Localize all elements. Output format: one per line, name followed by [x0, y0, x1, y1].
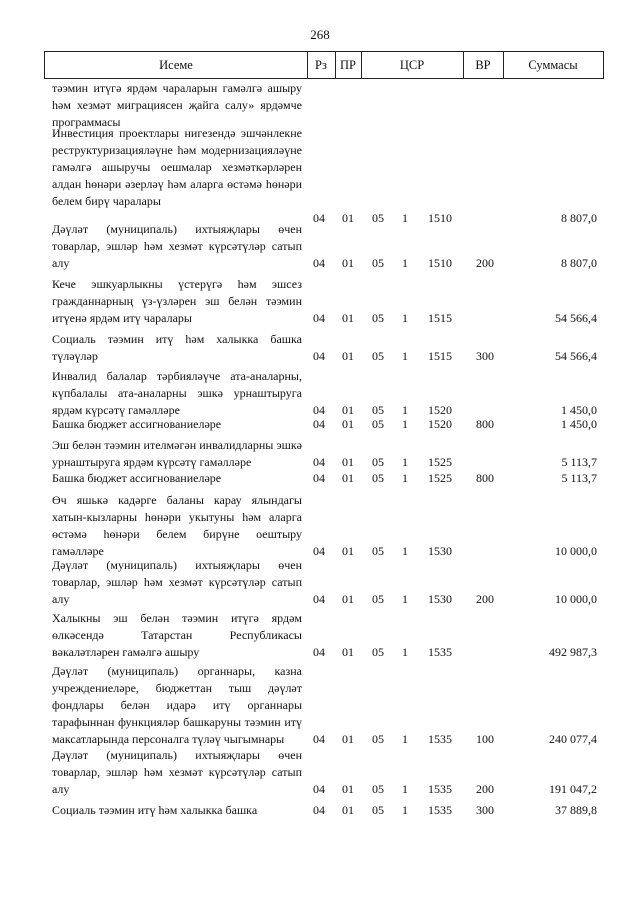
cell-sum: 10 000,0 — [555, 544, 597, 558]
cell-rz: 04 — [313, 782, 325, 796]
cell-vr: 200 — [476, 256, 494, 270]
cell-c3: 1535 — [428, 732, 452, 746]
cell-c1: 05 — [372, 403, 384, 417]
cell-c1: 05 — [372, 732, 384, 746]
cell-c1: 05 — [372, 471, 384, 485]
row-description: Халыкны эш белән тәэмин итүгә ярдәм өлкәсендә Татарстан Республикасы вәкаләтләрен гамәлгә ашыру — [52, 611, 302, 659]
cell-vr: 200 — [476, 592, 494, 606]
row-description: тәэмин итүгә ярдәм чараларын гамәлгә ашыру һәм хезмәт миграциясен җайга салу» ярдәмче программасы — [52, 81, 302, 129]
cell-c2: 1 — [402, 645, 408, 659]
cell-rz: 04 — [313, 471, 325, 485]
cell-rz: 04 — [313, 544, 325, 558]
row-description: Социаль тәэмин итү һәм халыкка башка түләүләр — [52, 332, 302, 363]
row-description: Дәүләт (муниципаль) органнары, казна учреждениеләре, бюджеттан тыш дәүләт фондлары белән идарә итү органнары тарафыннан функцияләр башкаруны тәэмин итү максатларында персоналга түләү чыгымнары — [52, 664, 302, 746]
cell-pr: 01 — [342, 211, 354, 225]
cell-c3: 1520 — [428, 403, 452, 417]
row-description: Өч яшькә кадәрге баланы карау ялындагы хатын-кызларны һөнәри укытуны һәм аларга өстәмә һөнәри белем бирүне оештыру гамәлләре — [52, 493, 302, 558]
cell-c2: 1 — [402, 256, 408, 270]
row-description: Кече эшкуарлыкны үстерүгә һәм эшсез гражданнарның үз-үзләрен эш белән тәэмин итүенә ярдәм итү чаралары — [52, 277, 302, 325]
cell-pr: 01 — [342, 732, 354, 746]
cell-pr: 01 — [342, 256, 354, 270]
cell-c1: 05 — [372, 349, 384, 363]
cell-sum: 240 077,4 — [549, 732, 597, 746]
cell-pr: 01 — [342, 417, 354, 431]
cell-c2: 1 — [402, 417, 408, 431]
row-codes — [0, 416, 640, 433]
row-codes — [0, 644, 640, 661]
cell-vr: 100 — [476, 732, 494, 746]
cell-c3: 1535 — [428, 645, 452, 659]
table-header — [44, 51, 604, 79]
cell-sum: 54 566,4 — [555, 349, 597, 363]
row-description: Дәүләт (муниципаль) ихтыяҗлары өчен товарлар, эшләр һәм хезмәт күрсәтүләр сатып алу — [52, 748, 302, 796]
cell-c3: 1525 — [428, 455, 452, 469]
row-description: Социаль тәэмин итү һәм халыкка башка — [52, 803, 258, 817]
header-csr: ЦСР — [399, 58, 425, 72]
cell-rz: 04 — [313, 732, 325, 746]
cell-pr: 01 — [342, 311, 354, 325]
cell-vr: 800 — [476, 417, 494, 431]
cell-c1: 05 — [372, 544, 384, 558]
cell-c3: 1535 — [428, 782, 452, 796]
cell-c3: 1525 — [428, 471, 452, 485]
cell-pr: 01 — [342, 471, 354, 485]
header-vr: ВР — [475, 58, 491, 72]
cell-rz: 04 — [313, 417, 325, 431]
header-sum: Суммасы — [528, 58, 578, 72]
cell-rz: 04 — [313, 211, 325, 225]
cell-c2: 1 — [402, 803, 408, 817]
cell-c3: 1510 — [428, 256, 452, 270]
cell-c2: 1 — [402, 455, 408, 469]
row-description: Дәүләт (муниципаль) ихтыяҗлары өчен товарлар, эшләр һәм хезмәт күрсәтүләр сатып алу — [52, 222, 302, 270]
cell-c1: 05 — [372, 645, 384, 659]
cell-pr: 01 — [342, 455, 354, 469]
row-description: Инвалид балалар тәрбияләүче ата-аналарны, күпбалалы ата-аналарны эшкә урнаштыруга ярдәм күрсәтү гамәлләре — [52, 369, 302, 417]
cell-c3: 1520 — [428, 417, 452, 431]
cell-sum: 8 807,0 — [561, 211, 597, 225]
cell-c3: 1530 — [428, 544, 452, 558]
cell-pr: 01 — [342, 349, 354, 363]
cell-sum: 8 807,0 — [561, 256, 597, 270]
cell-rz: 04 — [313, 349, 325, 363]
row-description: Башка бюджет ассигнованиеләре — [52, 417, 222, 431]
cell-c2: 1 — [402, 592, 408, 606]
row-codes — [0, 454, 640, 471]
cell-c1: 05 — [372, 803, 384, 817]
cell-c2: 1 — [402, 471, 408, 485]
header-pr: ПР — [340, 58, 356, 72]
row-codes — [0, 348, 640, 365]
cell-sum: 5 113,7 — [561, 455, 597, 469]
cell-c1: 05 — [372, 256, 384, 270]
cell-pr: 01 — [342, 544, 354, 558]
cell-c2: 1 — [402, 544, 408, 558]
cell-vr: 200 — [476, 782, 494, 796]
cell-sum: 1 450,0 — [561, 417, 597, 431]
cell-c2: 1 — [402, 349, 408, 363]
cell-rz: 04 — [313, 803, 325, 817]
row-codes — [0, 802, 640, 819]
cell-c3: 1530 — [428, 592, 452, 606]
cell-pr: 01 — [342, 645, 354, 659]
cell-c3: 1535 — [428, 803, 452, 817]
row-description: Дәүләт (муниципаль) ихтыяҗлары өчен товарлар, эшләр һәм хезмәт күрсәтүләр сатып алу — [52, 558, 302, 606]
cell-vr: 300 — [476, 803, 494, 817]
page-number: 268 — [310, 27, 330, 42]
cell-pr: 01 — [342, 803, 354, 817]
row-codes — [0, 591, 640, 608]
cell-c2: 1 — [402, 403, 408, 417]
cell-c3: 1515 — [428, 349, 452, 363]
cell-c3: 1515 — [428, 311, 452, 325]
row-codes — [0, 731, 640, 748]
header-rz: Рз — [315, 58, 327, 72]
cell-c1: 05 — [372, 782, 384, 796]
cell-c3: 1510 — [428, 211, 452, 225]
cell-rz: 04 — [313, 645, 325, 659]
cell-sum: 5 113,7 — [561, 471, 597, 485]
cell-c1: 05 — [372, 592, 384, 606]
row-codes — [0, 470, 640, 487]
row-codes — [0, 255, 640, 272]
cell-sum: 37 889,8 — [555, 803, 597, 817]
cell-c1: 05 — [372, 211, 384, 225]
cell-sum: 54 566,4 — [555, 311, 597, 325]
cell-sum: 492 987,3 — [549, 645, 597, 659]
cell-vr: 800 — [476, 471, 494, 485]
cell-rz: 04 — [313, 455, 325, 469]
row-description: Эш белән тәэмин ителмәгән инвалидларны эшкә урнаштыруга ярдәм күрсәтү гамәлләре — [52, 438, 302, 469]
header-name: Исеме — [159, 58, 193, 72]
cell-vr: 300 — [476, 349, 494, 363]
cell-c2: 1 — [402, 782, 408, 796]
cell-c1: 05 — [372, 417, 384, 431]
row-codes — [0, 310, 640, 327]
cell-c1: 05 — [372, 311, 384, 325]
cell-sum: 191 047,2 — [549, 782, 597, 796]
cell-sum: 10 000,0 — [555, 592, 597, 606]
row-codes — [0, 781, 640, 798]
cell-rz: 04 — [313, 592, 325, 606]
cell-rz: 04 — [313, 311, 325, 325]
cell-rz: 04 — [313, 403, 325, 417]
cell-pr: 01 — [342, 403, 354, 417]
cell-c2: 1 — [402, 311, 408, 325]
cell-rz: 04 — [313, 256, 325, 270]
row-description: Башка бюджет ассигнованиеләре — [52, 471, 222, 485]
cell-c1: 05 — [372, 455, 384, 469]
cell-pr: 01 — [342, 782, 354, 796]
cell-sum: 1 450,0 — [561, 403, 597, 417]
cell-c2: 1 — [402, 211, 408, 225]
row-description: Инвестиция проектлары нигезендә эшчәнлекне реструктуризацияләүне һәм модернизацияләүне гамәлгә ашыручы оешмалар хезмәткәрләрен алдан һөнәри әзерләү һәм аларга өстәмә һөнәри белем бирү чаралары — [52, 126, 302, 208]
cell-c2: 1 — [402, 732, 408, 746]
cell-pr: 01 — [342, 592, 354, 606]
